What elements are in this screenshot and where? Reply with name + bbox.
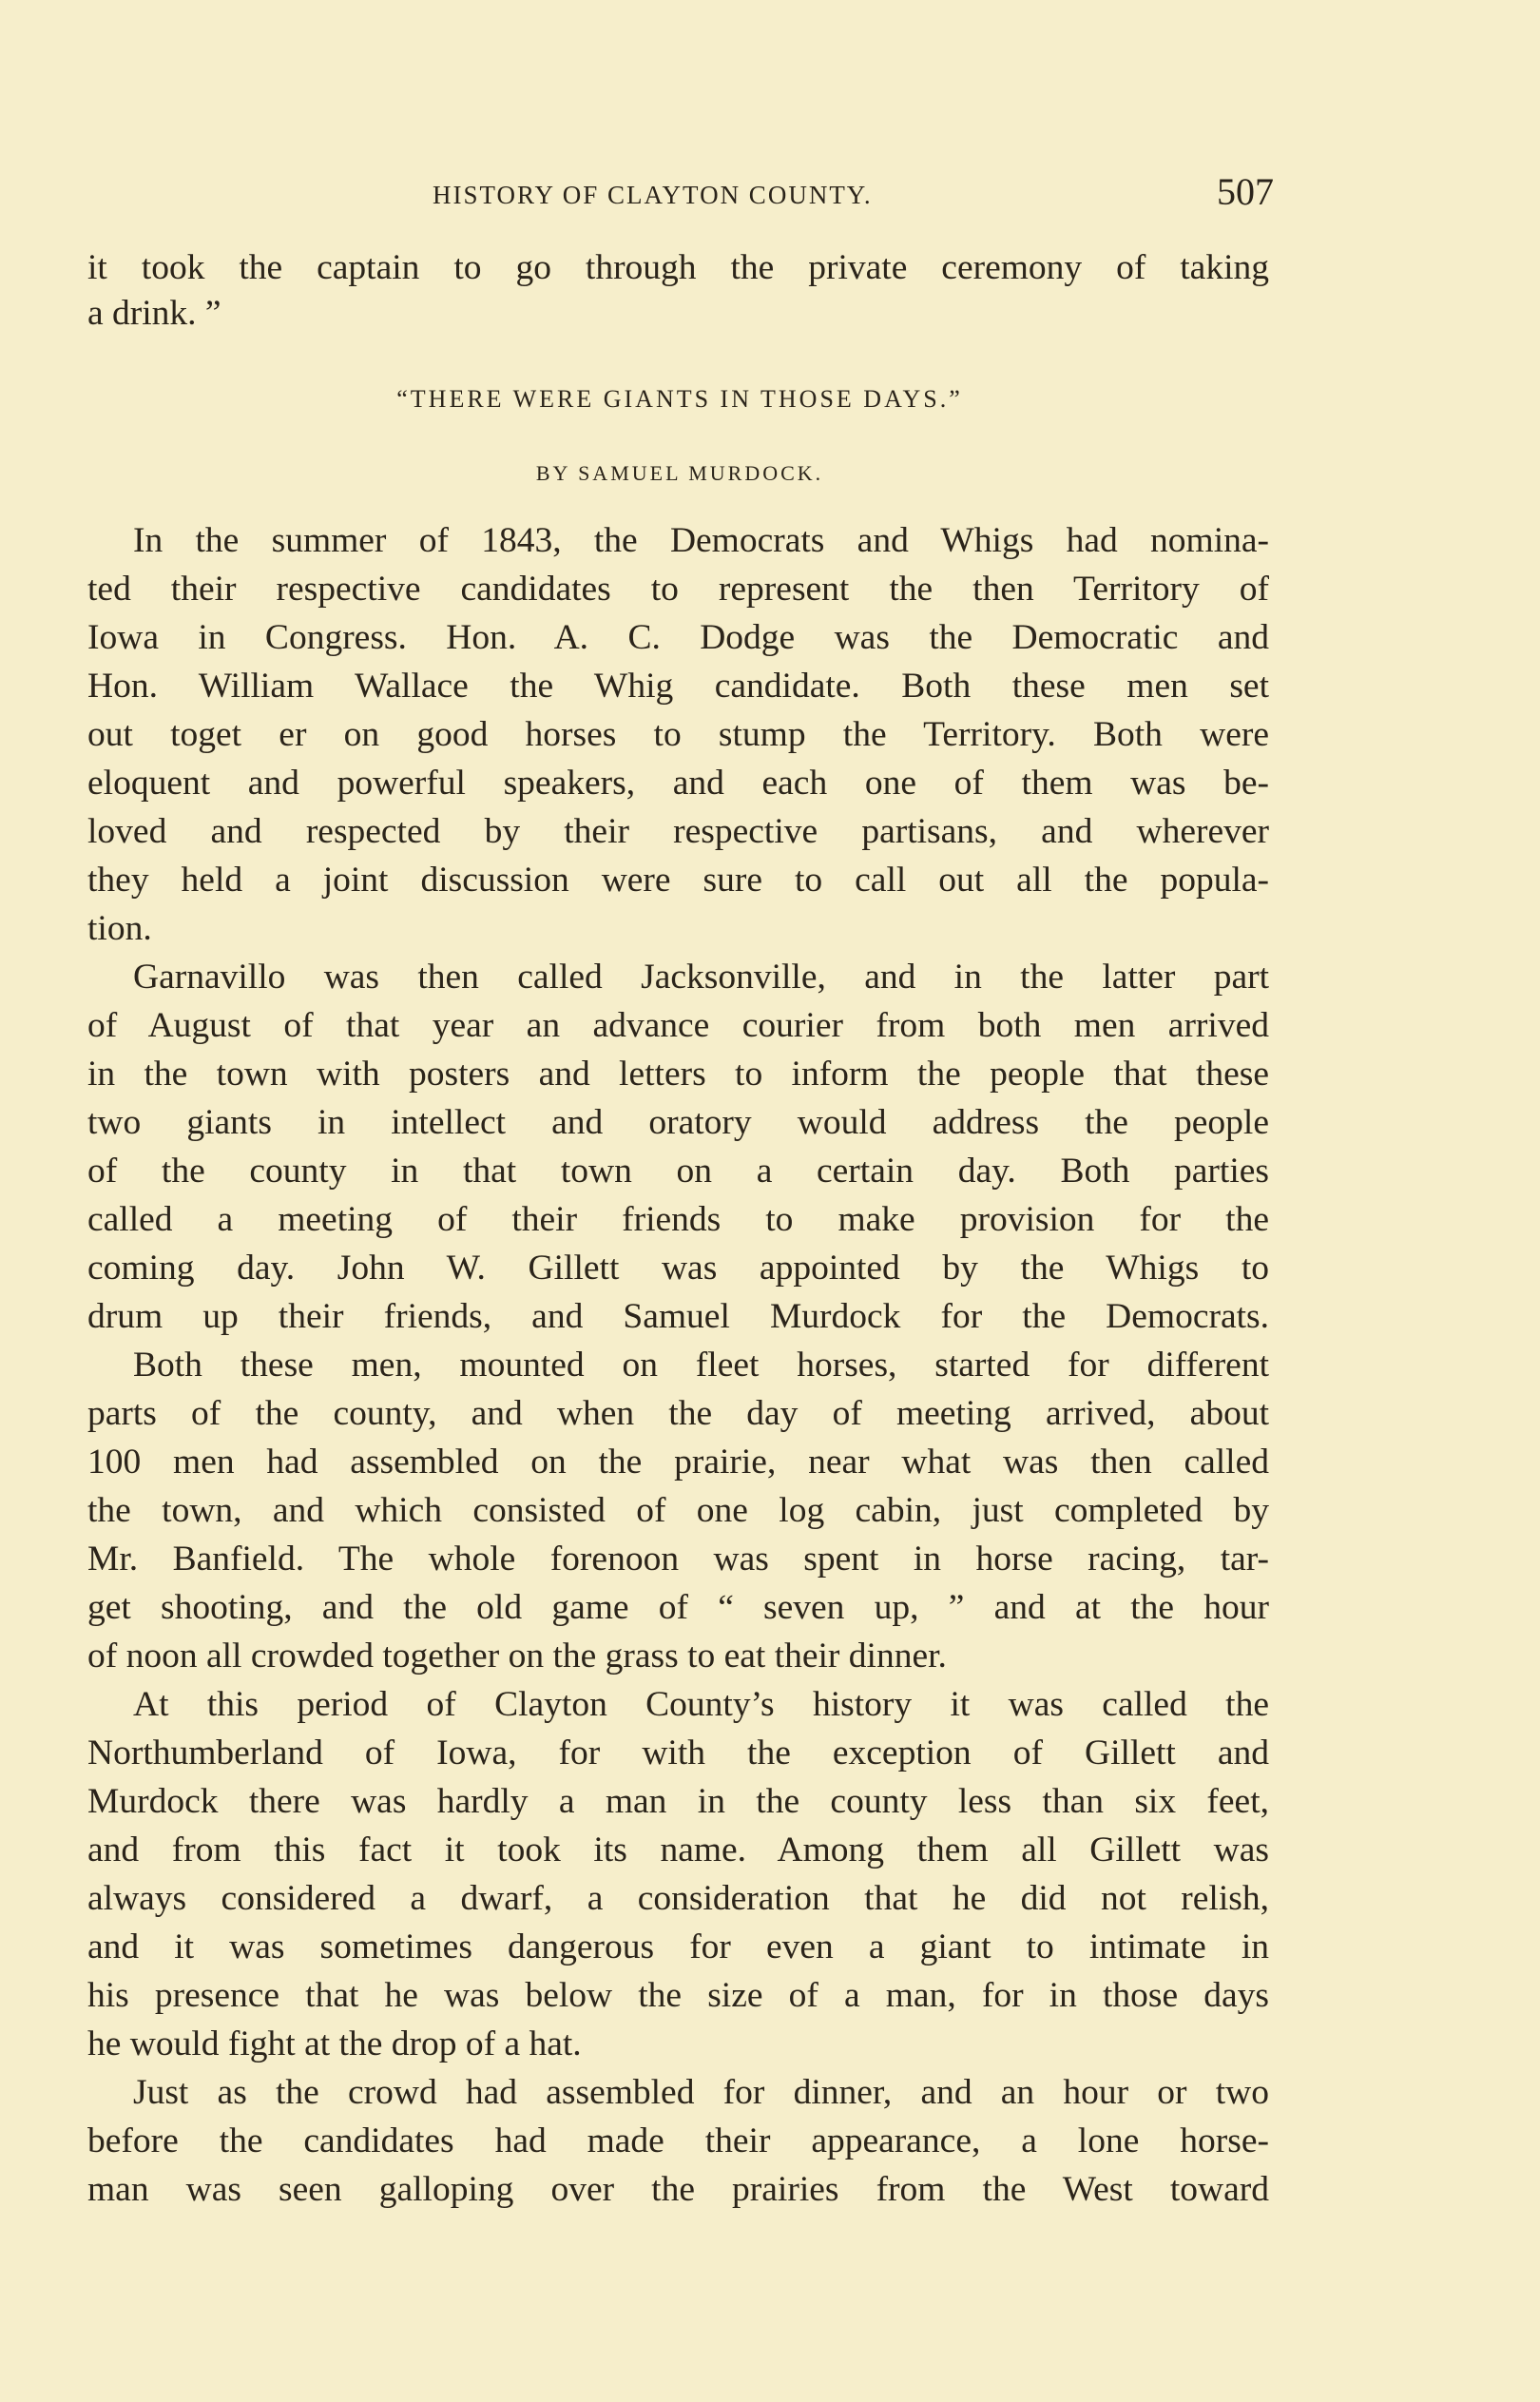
text-line: Iowa in Congress. Hon. A. C. Dodge was the Democratic and [87,618,1269,657]
text-line: tion. [87,909,152,948]
text-line: they held a joint discussion were sure to call out all the popula- [87,861,1269,900]
text-line: his presence that he was below the size of a man, for in those days [87,1976,1269,2015]
page-header [86,169,1274,217]
text-line: In the summer of 1843, the Democrats and Whigs had nomina- [133,521,1269,560]
text-line: coming day. John W. Gillett was appointed by the Whigs to [87,1249,1269,1288]
section-byline: BY SAMUEL MURDOCK. [535,461,824,485]
page-number: 507 [1217,170,1274,213]
text-line: drum up their friends, and Samuel Murdock for the Democrats. [87,1297,1269,1336]
text-line: before the candidates had made their appearance, a lone horse- [87,2121,1269,2160]
text-line: out toget er on good horses to stump the Territory. Both were [87,715,1269,754]
text-line: eloquent and powerful speakers, and each one of them was be- [87,764,1269,803]
text-line: and from this fact it took its name. Among them all Gillett was [87,1831,1269,1869]
text-line: ted their respective candidates to represent the then Territory of [87,570,1269,609]
text-line: get shooting, and the old game of “ seven up, ” and at the hour [87,1588,1269,1627]
text-line: a drink. ” [87,294,221,333]
text-line: Murdock there was hardly a man in the county less than six feet, [87,1782,1269,1821]
section-heading: “THERE WERE GIANTS IN THOSE DAYS.” [396,385,963,413]
text-line: At this period of Clayton County’s history it was called the [133,1685,1269,1724]
text-line: he would fight at the drop of a hat. [87,2024,582,2063]
text-line: and it was sometimes dangerous for even a giant to intimate in [87,1927,1269,1966]
text-line: parts of the county, and when the day of meeting arrived, about [87,1394,1269,1433]
text-line: of noon all crowded together on the grass to eat their dinner. [87,1637,947,1676]
text-line: called a meeting of their friends to make provision for the [87,1200,1269,1239]
text-line: 100 men had assembled on the prairie, near what was then called [87,1443,1269,1482]
text-line: Northumberland of Iowa, for with the exception of Gillett and [87,1734,1269,1772]
text-line: Garnavillo was then called Jacksonville, and in the latter part [133,958,1269,997]
text-line: two giants in intellect and oratory would address the people [87,1103,1269,1142]
text-line: it took the captain to go through the private ceremony of taking [87,248,1269,287]
running-head: HISTORY OF CLAYTON COUNTY. [433,181,873,209]
text-line: Mr. Banfield. The whole forenoon was spent in horse racing, tar- [87,1540,1269,1579]
text-line: in the town with posters and letters to inform the people that these [87,1055,1269,1094]
text-line: loved and respected by their respective partisans, and wherever [87,812,1269,851]
text-line: man was seen galloping over the prairies from the West toward [87,2170,1269,2209]
text-line: Both these men, mounted on fleet horses, started for different [133,1346,1269,1385]
text-line: of August of that year an advance courier from both men arrived [87,1006,1269,1045]
text-line: the town, and which consisted of one log cabin, just completed by [87,1491,1269,1530]
text-line: of the county in that town on a certain day. Both parties [87,1152,1269,1191]
text-line: Just as the crowd had assembled for dinner, and an hour or two [133,2073,1269,2112]
text-line: Hon. William Wallace the Whig candidate. Both these men set [87,667,1269,706]
text-line: always considered a dwarf, a consideration that he did not relish, [87,1879,1269,1918]
